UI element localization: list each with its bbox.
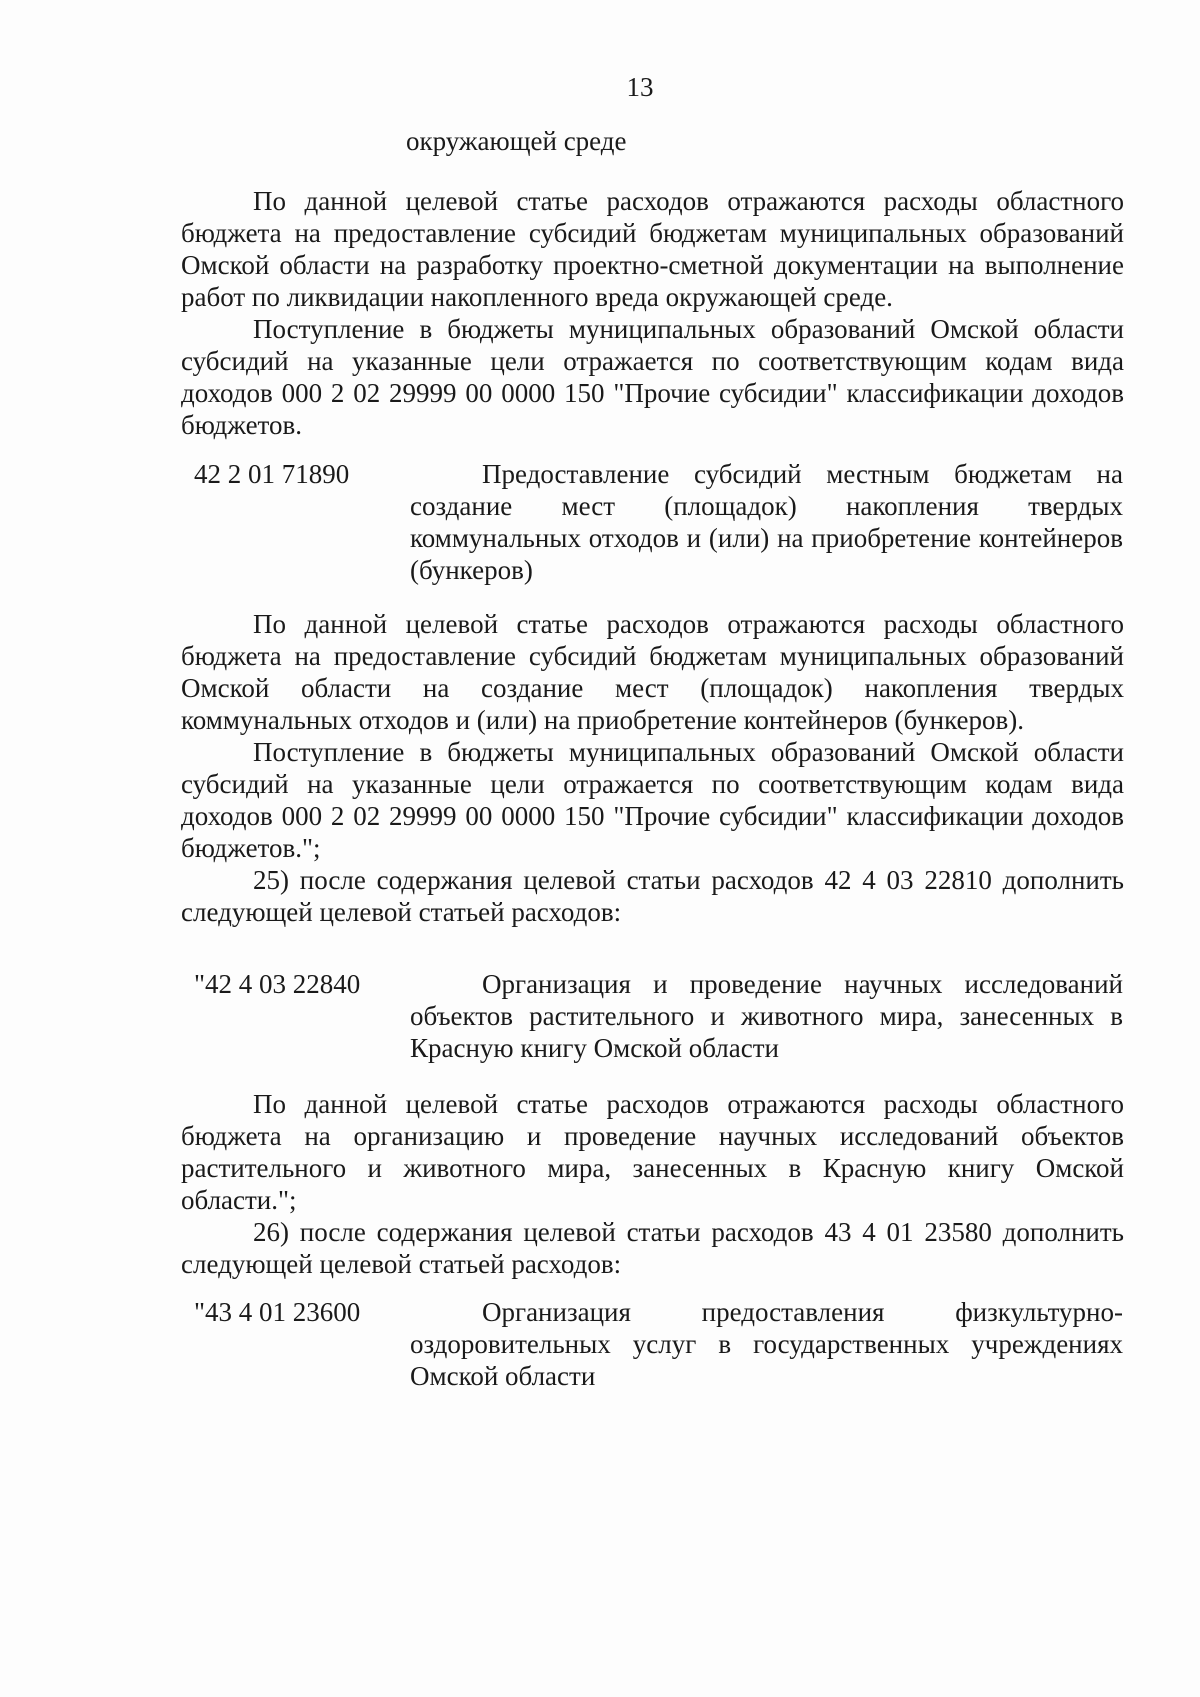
paragraph: 26) после содержания целевой статьи расходов 43 4 01 23580 дополнить следующей целевой статьей расходов: bbox=[181, 1217, 1124, 1279]
paragraph: По данной целевой статье расходов отражаются расходы областного бюджета на предоставление субсидий бюджетам муниципальных образований Омской области на разработку проектно-сметной документации на выполнение работ по ликвидации накопленного вреда окружающей среде. bbox=[181, 186, 1124, 312]
continued-heading: окружающей среде bbox=[406, 126, 627, 156]
page-number: 13 bbox=[626, 72, 654, 102]
entry-code: 42 2 01 71890 bbox=[194, 459, 350, 489]
paragraph: 25) после содержания целевой статьи расходов 42 4 03 22810 дополнить следующей целевой статьей расходов: bbox=[181, 865, 1124, 927]
paragraph: Поступление в бюджеты муниципальных образований Омской области субсидий на указанные цели отражается по соответствующим кодам вида доходов 000 2 02 29999 00 0000 150 "Прочие субсидии" классификации доходов бюджетов. bbox=[181, 314, 1124, 440]
entry-code: "43 4 01 23600 bbox=[194, 1297, 361, 1327]
text-block-1 bbox=[181, 185, 1124, 441]
paragraph: Поступление в бюджеты муниципальных образований Омской области субсидий на указанные цели отражается по соответствующим кодам вида доходов 000 2 02 29999 00 0000 150 "Прочие субсидии" классификации доходов бюджетов."; bbox=[181, 737, 1124, 863]
entry-description: Организация и проведение научных исследований объектов растительного и животного мира, занесенных в Красную книгу Омской области bbox=[410, 969, 1123, 1063]
paragraph: По данной целевой статье расходов отражаются расходы областного бюджета на предоставление субсидий бюджетам муниципальных образований Омской области на создание мест (площадок) накопления твердых коммунальных отходов и (или) на приобретение контейнеров (бункеров). bbox=[181, 609, 1124, 735]
text-block-3 bbox=[181, 1088, 1124, 1280]
entry-description: Организация предоставления физкультурно-оздоровительных услуг в государственных учреждениях Омской области bbox=[410, 1297, 1123, 1391]
text-block-2 bbox=[181, 608, 1124, 928]
entry-code: "42 4 03 22840 bbox=[194, 969, 361, 999]
entry-description: Предоставление субсидий местным бюджетам на создание мест (площадок) накопления твердых коммунальных отходов и (или) на приобретение контейнеров (бункеров) bbox=[410, 459, 1123, 585]
paragraph: По данной целевой статье расходов отражаются расходы областного бюджета на организацию и проведение научных исследований объектов растительного и животного мира, занесенных в Красную книгу Омской области."; bbox=[181, 1089, 1124, 1215]
